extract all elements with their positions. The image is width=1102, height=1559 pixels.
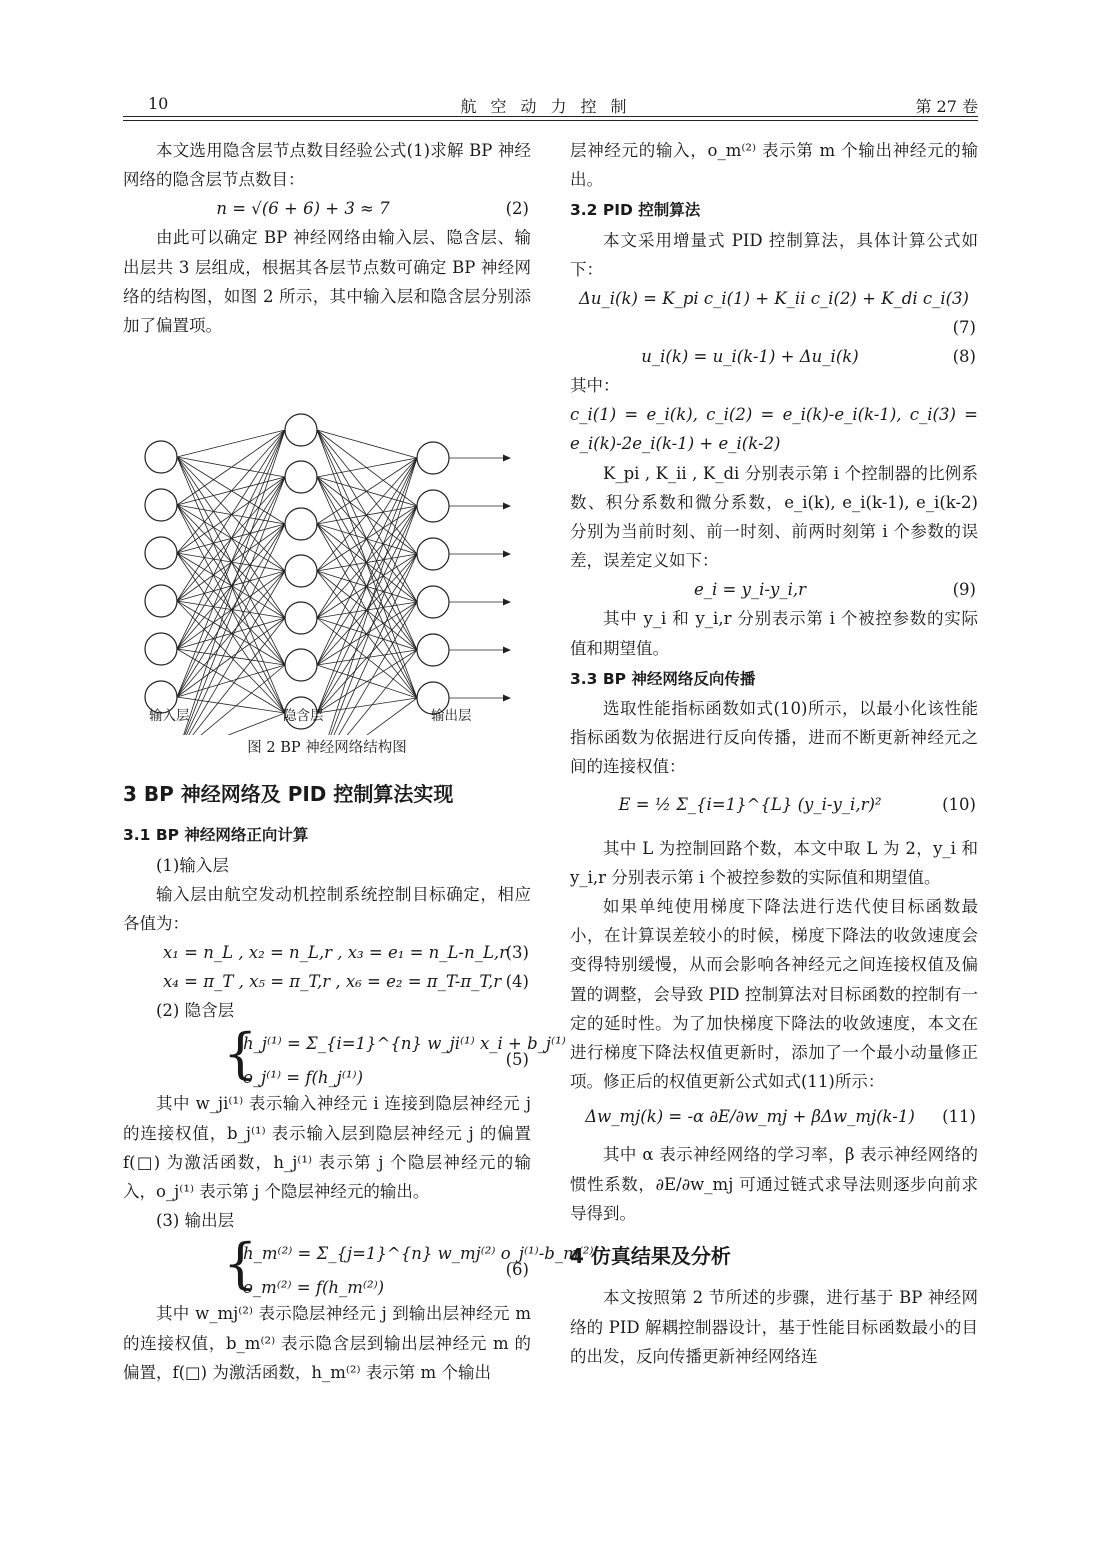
input-layer-label: 输入层 <box>149 708 190 725</box>
equation-11 <box>570 1096 978 1140</box>
equation-3 <box>123 938 531 967</box>
left-column <box>123 136 594 1387</box>
output-layer-label: 输出层 <box>431 708 472 725</box>
header-rule <box>123 116 978 117</box>
subsection-heading: 3.3 BP 神经网络反向传播 <box>570 669 756 688</box>
figure-bp-network <box>123 340 531 760</box>
volume-label: 第 27 卷 <box>915 97 978 116</box>
equation-number: (2) <box>505 199 529 219</box>
equation-body: Δu_i(k) = K_pi c_i(1) + K_ii c_i(2) + K_di c_i(3) <box>578 289 969 309</box>
paragraph: 选取性能指标函数如式(10)所示，以最小化该性能指标函数为依据进行反向传播，进而不断更新神经元之间的连接权值： <box>570 699 978 777</box>
edge-input-hidden <box>177 430 285 553</box>
equation-6 <box>123 1232 594 1299</box>
equation-line: h_m⁽²⁾ = Σ_{j=1}^{n} w_mj⁽²⁾ o_j⁽¹⁾-b_m⁽²⁾ <box>243 1244 594 1264</box>
equation-body: u_i(k) = u_i(k-1) + Δu_i(k) <box>641 347 859 367</box>
equation-5 <box>123 1022 566 1089</box>
section-heading: 4 仿真结果及分析 <box>570 1244 731 1269</box>
equation-4 <box>123 967 531 996</box>
input-node <box>145 633 177 665</box>
hidden-node <box>285 602 317 634</box>
edge-input-hidden <box>177 477 285 697</box>
list-item: (2) 隐含层 <box>156 1001 235 1021</box>
journal-name: 航空动力控制 <box>460 97 641 116</box>
equation-number: (5) <box>505 1050 529 1070</box>
input-node <box>145 537 177 569</box>
hidden-node <box>285 414 317 446</box>
edge-input-hidden <box>177 553 285 665</box>
brace-symbol: { <box>223 1022 258 1086</box>
paragraph: 本文选用隐含层节点数目经验公式(1)求解 BP 神经网络的隐含层节点数目： <box>123 141 531 190</box>
section-heading: 3 BP 神经网络及 PID 控制算法实现 <box>123 782 454 807</box>
definition: c_i(1) = e_i(k), c_i(2) = e_i(k)-e_i(k-1), c_i(3) = e_i(k)-2e_i(k-1) + e_i(k-2) <box>570 405 978 454</box>
network-diagram <box>123 340 531 735</box>
list-item: (1)输入层 <box>156 855 229 875</box>
arrowhead <box>503 695 511 702</box>
arrowhead <box>503 455 511 462</box>
list-item: (3) 输出层 <box>156 1211 235 1231</box>
input-node <box>145 585 177 617</box>
arrowhead <box>503 599 511 606</box>
input-node <box>145 489 177 521</box>
edge-input-hidden <box>177 618 285 735</box>
equation-number: (4) <box>505 972 529 992</box>
paragraph: 层神经元的输入，o_m⁽²⁾ 表示第 m 个输出神经元的输出。 <box>570 141 978 190</box>
header-rule-thin <box>123 120 978 121</box>
edge-input-hidden <box>177 553 285 571</box>
equation-body: E = ½ Σ_{i=1}^{L} (y_i-y_i,r)² <box>618 794 882 814</box>
arrowhead <box>503 503 511 510</box>
equation-number: (11) <box>942 1107 976 1127</box>
subsection-heading: 3.1 BP 神经网络正向计算 <box>123 826 309 845</box>
equation-7 <box>570 284 978 313</box>
equation-body: Δw_mj(k) = -α ∂E/∂w_mj + βΔw_mj(k-1) <box>585 1107 915 1127</box>
edge-hidden-output <box>317 554 417 735</box>
equation-line: o_m⁽²⁾ = f(h_m⁽²⁾) <box>243 1278 385 1298</box>
page-number: 10 <box>148 94 169 113</box>
equation-body: x₁ = n_L , x₂ = n_L,r , x₃ = e₁ = n_L-n_L,r <box>163 943 508 963</box>
arrowhead <box>503 647 511 654</box>
equation-7-number-line <box>570 313 978 342</box>
equation-8 <box>570 342 978 371</box>
paragraph: 其中 w_ji⁽¹⁾ 表示输入神经元 i 连接到隐层神经元 j 的连接权值，b_j⁽¹⁾ 表示输入层到隐层神经元 j 的偏置 f(□) 为激活函数，h_j⁽¹⁾ 表示第 j 个隐层神经元的输入，o_j⁽¹⁾ 表示第 j 个隐层神经元的输出。 <box>123 1094 531 1202</box>
equation-2 <box>123 194 531 223</box>
equation-9 <box>570 575 978 604</box>
figure-caption: 图 2 BP 神经网络结构图 <box>247 740 407 757</box>
paragraph: 其中 y_i 和 y_i,r 分别表示第 i 个被控参数的实际值和期望值。 <box>570 609 978 658</box>
paragraph: K_pi , K_ii , K_di 分别表示第 i 个控制器的比例系数、积分系数和微分系数，e_i(k), e_i(k-1), e_i(k-2) 分别为当前时刻、前一时刻、前两时刻第 i 个参数的误差，误差定义如下： <box>570 463 978 571</box>
paragraph: 输入层由航空发动机控制系统控制目标确定，相应各值为： <box>123 884 531 934</box>
hidden-node <box>285 461 317 493</box>
paragraph: 本文按照第 2 节所述的步骤，进行基于 BP 神经网络的 PID 解耦控制器设计，基于性能目标函数最小的目的出发，反向传播更新神经网络连 <box>570 1288 978 1366</box>
hidden-node <box>285 649 317 681</box>
input-node <box>145 441 177 473</box>
edge-input-hidden <box>177 505 285 665</box>
arrowhead <box>503 551 511 558</box>
output-node <box>417 442 449 474</box>
edge-input-hidden <box>177 430 285 457</box>
equation-10 <box>570 782 978 834</box>
equation-body: x₄ = π_T , x₅ = π_T,r , x₆ = e₂ = π_T-π_T,r <box>163 972 502 992</box>
hidden-node <box>285 555 317 587</box>
equation-line: o_j⁽¹⁾ = f(h_j⁽¹⁾) <box>243 1068 364 1088</box>
equation-number: (7) <box>952 318 976 338</box>
hidden-node <box>285 508 317 540</box>
edge-hidden-output <box>317 458 417 618</box>
equation-number: (10) <box>942 794 976 814</box>
paragraph: 由此可以确定 BP 神经网络由输入层、隐含层、输出层共 3 层组成，根据其各层节点数可确定 BP 神经网络的结构图，如图 2 所示，其中输入层和隐含层分别添加了偏置项。 <box>123 228 531 336</box>
paragraph: 其中： <box>570 376 620 396</box>
paragraph: 如果单纯使用梯度下降法进行迭代使目标函数最小，在计算误差较小的时候，梯度下降法的收敛速度会变得特别缓慢，从而会影响各神经元之间连接权值及偏置的调整，会导致 PID 控制算法对目标函数的控制有一定的延时性。为了加快梯度下降法的收敛速度，本文在进行梯度下降法权值更新时，添加了一个最小动量修正项。修正后的权值更新公式如式(11)所示： <box>570 897 978 1092</box>
paragraph: 本文采用增量式 PID 控制算法，具体计算公式如下： <box>570 230 978 279</box>
paragraph: 其中 w_mj⁽²⁾ 表示隐层神经元 j 到输出层神经元 m 的连接权值，b_m⁽²⁾ 表示隐含层到输出层神经元 m 的偏置，f(□) 为激活函数，h_m⁽²⁾ 表示第 m 个输出 <box>123 1304 531 1382</box>
output-node <box>417 634 449 666</box>
edge-hidden-output <box>317 430 417 458</box>
equation-number: (8) <box>952 347 976 367</box>
equation-number: (9) <box>952 580 976 600</box>
edge-input-hidden <box>177 713 285 735</box>
equation-body: e_i = y_i-y_i,r <box>693 580 806 600</box>
paragraph: 其中 L 为控制回路个数，本文中取 L 为 2，y_i 和 y_i,r 分别表示第 i 个被控参数的实际值和期望值。 <box>570 838 978 887</box>
output-node <box>417 586 449 618</box>
output-node <box>417 490 449 522</box>
output-node <box>417 538 449 570</box>
brace-symbol: { <box>223 1232 258 1296</box>
equation-body: n = √(6 + 6) + 3 ≈ 7 <box>216 199 390 219</box>
subsection-heading: 3.2 PID 控制算法 <box>570 201 701 220</box>
equation-number: (3) <box>505 943 529 963</box>
paragraph: 其中 α 表示神经网络的学习率，β 表示神经网络的惯性系数，∂E/∂w_mj 可通过链式求导法则逐步向前求导得到。 <box>570 1145 978 1223</box>
hidden-layer-label: 隐含层 <box>283 708 324 725</box>
right-column <box>570 136 978 1371</box>
equation-number: (6) <box>505 1260 529 1280</box>
equation-line: h_j⁽¹⁾ = Σ_{i=1}^{n} w_ji⁽¹⁾ x_i + b_j⁽¹⁾ <box>243 1034 566 1054</box>
